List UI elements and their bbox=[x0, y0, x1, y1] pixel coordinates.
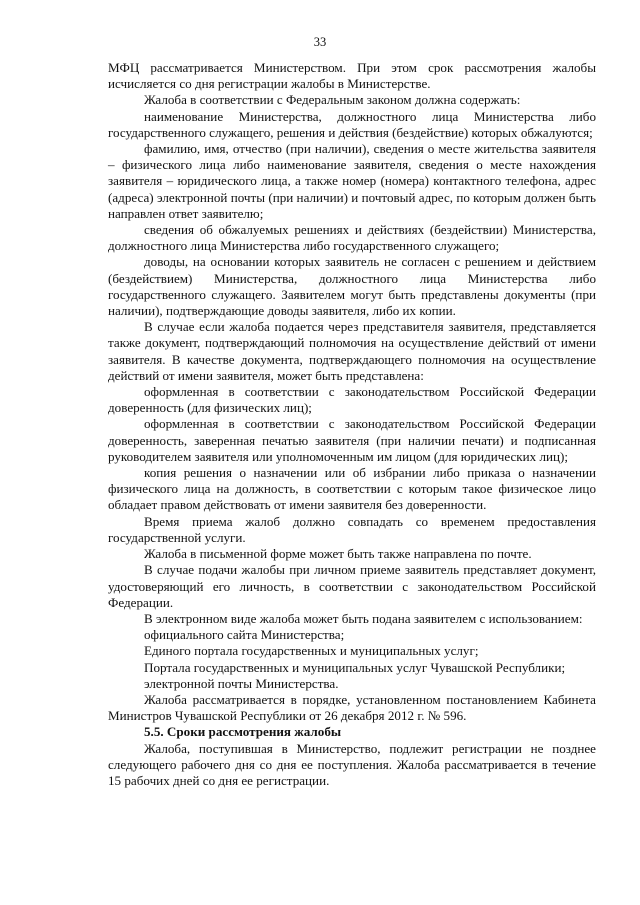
paragraph: Жалоба, поступившая в Министерство, подлежит регистрации не позднее следующего рабочего дня со дня ее поступления. Жалоба рассматривается в течение 15 рабочих дней со дня ее регистрации. bbox=[108, 740, 596, 788]
paragraph: Единого портала государственных и муниципальных услуг; bbox=[144, 643, 479, 659]
section-heading: 5.5. Сроки рассмотрения жалобы bbox=[144, 724, 342, 740]
paragraph: электронной почты Министерства. bbox=[144, 675, 339, 691]
paragraph: Время приема жалоб должно совпадать со временем предоставления государственной услуги. bbox=[108, 513, 596, 545]
document-body bbox=[108, 60, 596, 789]
paragraph: оформленная в соответствии с законодательством Российской Федерации доверенность, заверенная печатью заявителя (при наличии печати) и подписанная руководителем заявителя или уполномоченным им лицом (для юридических лиц); bbox=[108, 416, 596, 464]
paragraph: Жалоба рассматривается в порядке, установленном постановлением Кабинета Министров Чувашской Республики от 26 декабря 2012 г. № 596. bbox=[108, 691, 596, 724]
paragraph: оформленная в соответствии с законодательством Российской Федерации доверенность (для физических лиц); bbox=[108, 384, 596, 416]
paragraph: фамилию, имя, отчество (при наличии), сведения о месте жительства заявителя – физического лица либо наименование заявителя, сведения о месте нахождения заявителя – юридического лица, а также номер (номера) контактного телефона, адрес (адреса) электронной почты (при наличии) и почтовый адрес, по которым должен быть направлен ответ заявителю; bbox=[108, 141, 596, 221]
paragraph: МФЦ рассматривается Министерством. При этом срок рассмотрения жалобы исчисляется со дня регистрации жалобы в Министерстве. bbox=[108, 60, 596, 92]
paragraph: Портала государственных и муниципальных услуг Чувашской Республики; bbox=[144, 659, 566, 675]
paragraph: В случае подачи жалобы при личном приеме заявитель представляет документ, удостоверяющий его личность, в соответствии с законодательством Российской Федерации. bbox=[108, 562, 596, 610]
paragraph: копия решения о назначении или об избрании либо приказа о назначении физического лица на должность, в соответствии с которым такое физическое лицо обладает правом действовать от имени заявителя без доверенности. bbox=[108, 465, 596, 513]
paragraph: Жалоба в письменной форме может быть также направлена по почте. bbox=[144, 546, 532, 562]
paragraph: В электронном виде жалоба может быть подана заявителем с использованием: bbox=[144, 610, 583, 626]
paragraph: доводы, на основании которых заявитель не согласен с решением и действием (бездействием) Министерства, должностного лица Министерства либо государственного служащего. Заявителем могут быть представлены документы (при наличии), подтверждающие доводы заявителя, либо их копии. bbox=[108, 254, 596, 319]
paragraph: официального сайта Министерства; bbox=[144, 627, 345, 643]
paragraph: наименование Министерства, должностного лица Министерства либо государственного служащего, решения и действия (бездействие) которых обжалуются; bbox=[108, 108, 596, 140]
paragraph: сведения об обжалуемых решениях и действиях (бездействии) Министерства, должностного лица Министерства либо государственного служащего; bbox=[108, 222, 596, 254]
paragraph: Жалоба в соответствии с Федеральным законом должна содержать: bbox=[144, 92, 521, 108]
page-number: 33 bbox=[313, 35, 327, 49]
paragraph: В случае если жалоба подается через представителя заявителя, представляется также документ, подтверждающий полномочия на осуществление действий от имени заявителя. В качестве документа, подтверждающего полномочия на осуществление действий от имени заявителя, может быть представлена: bbox=[108, 319, 596, 383]
